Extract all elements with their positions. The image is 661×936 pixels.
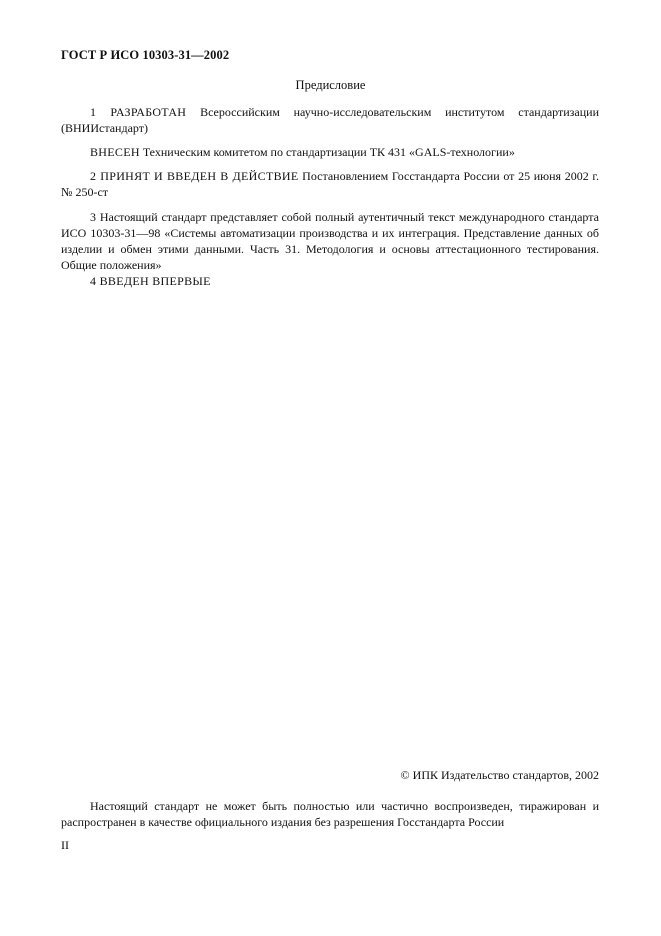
preface-item-3-text: Постановлением Госстандарта России от 25 июня 2002 г. № 250-ст	[61, 169, 599, 199]
preface-item-4-text: Настоящий стандарт представляет собой полный аутентичный текст международного стандарта ИСО 10303-31—98 «Системы автоматизации производства и их интеграция. Представление данных об изделии и обмен этими данными. Часть 31. Методология и основы аттестационного тестирования. Общие положения»	[61, 210, 599, 272]
copyright-line: © ИПК Издательство стандартов, 2002	[400, 768, 599, 782]
reproduction-notice: Настоящий стандарт не может быть полностью или частично воспроизведен, тиражирован и распространен в качестве официального издания без разрешения Госстандарта России	[61, 799, 599, 829]
preface-item-5-lead: 4 ВВЕДЕН ВПЕРВЫЕ	[90, 274, 211, 288]
preface-item-5	[61, 273, 599, 289]
preface-item-4-lead: 3	[90, 210, 96, 224]
document-header: ГОСТ Р ИСО 10303-31—2002	[61, 48, 230, 62]
preface-item-2	[61, 144, 599, 160]
preface-item-2-lead: ВНЕСЕН	[90, 145, 140, 159]
preface-item-3-lead: 2 ПРИНЯТ И ВВЕДЕН В ДЕЙСТВИЕ	[90, 169, 299, 183]
page-number: II	[61, 838, 69, 852]
preface-item-1	[61, 104, 599, 136]
preface-title: Предисловие	[295, 78, 366, 92]
preface-item-2-text: Техническим комитетом по стандартизации ТК 431 «GALS-технологии»	[139, 145, 515, 159]
preface-item-1-text: Всероссийским научно-исследовательским институтом стандартизации (ВНИИстандарт)	[61, 105, 599, 135]
preface-item-1-lead: 1 РАЗРАБОТАН	[90, 105, 187, 119]
preface-item-4	[61, 209, 599, 273]
preface-item-3	[61, 168, 599, 200]
